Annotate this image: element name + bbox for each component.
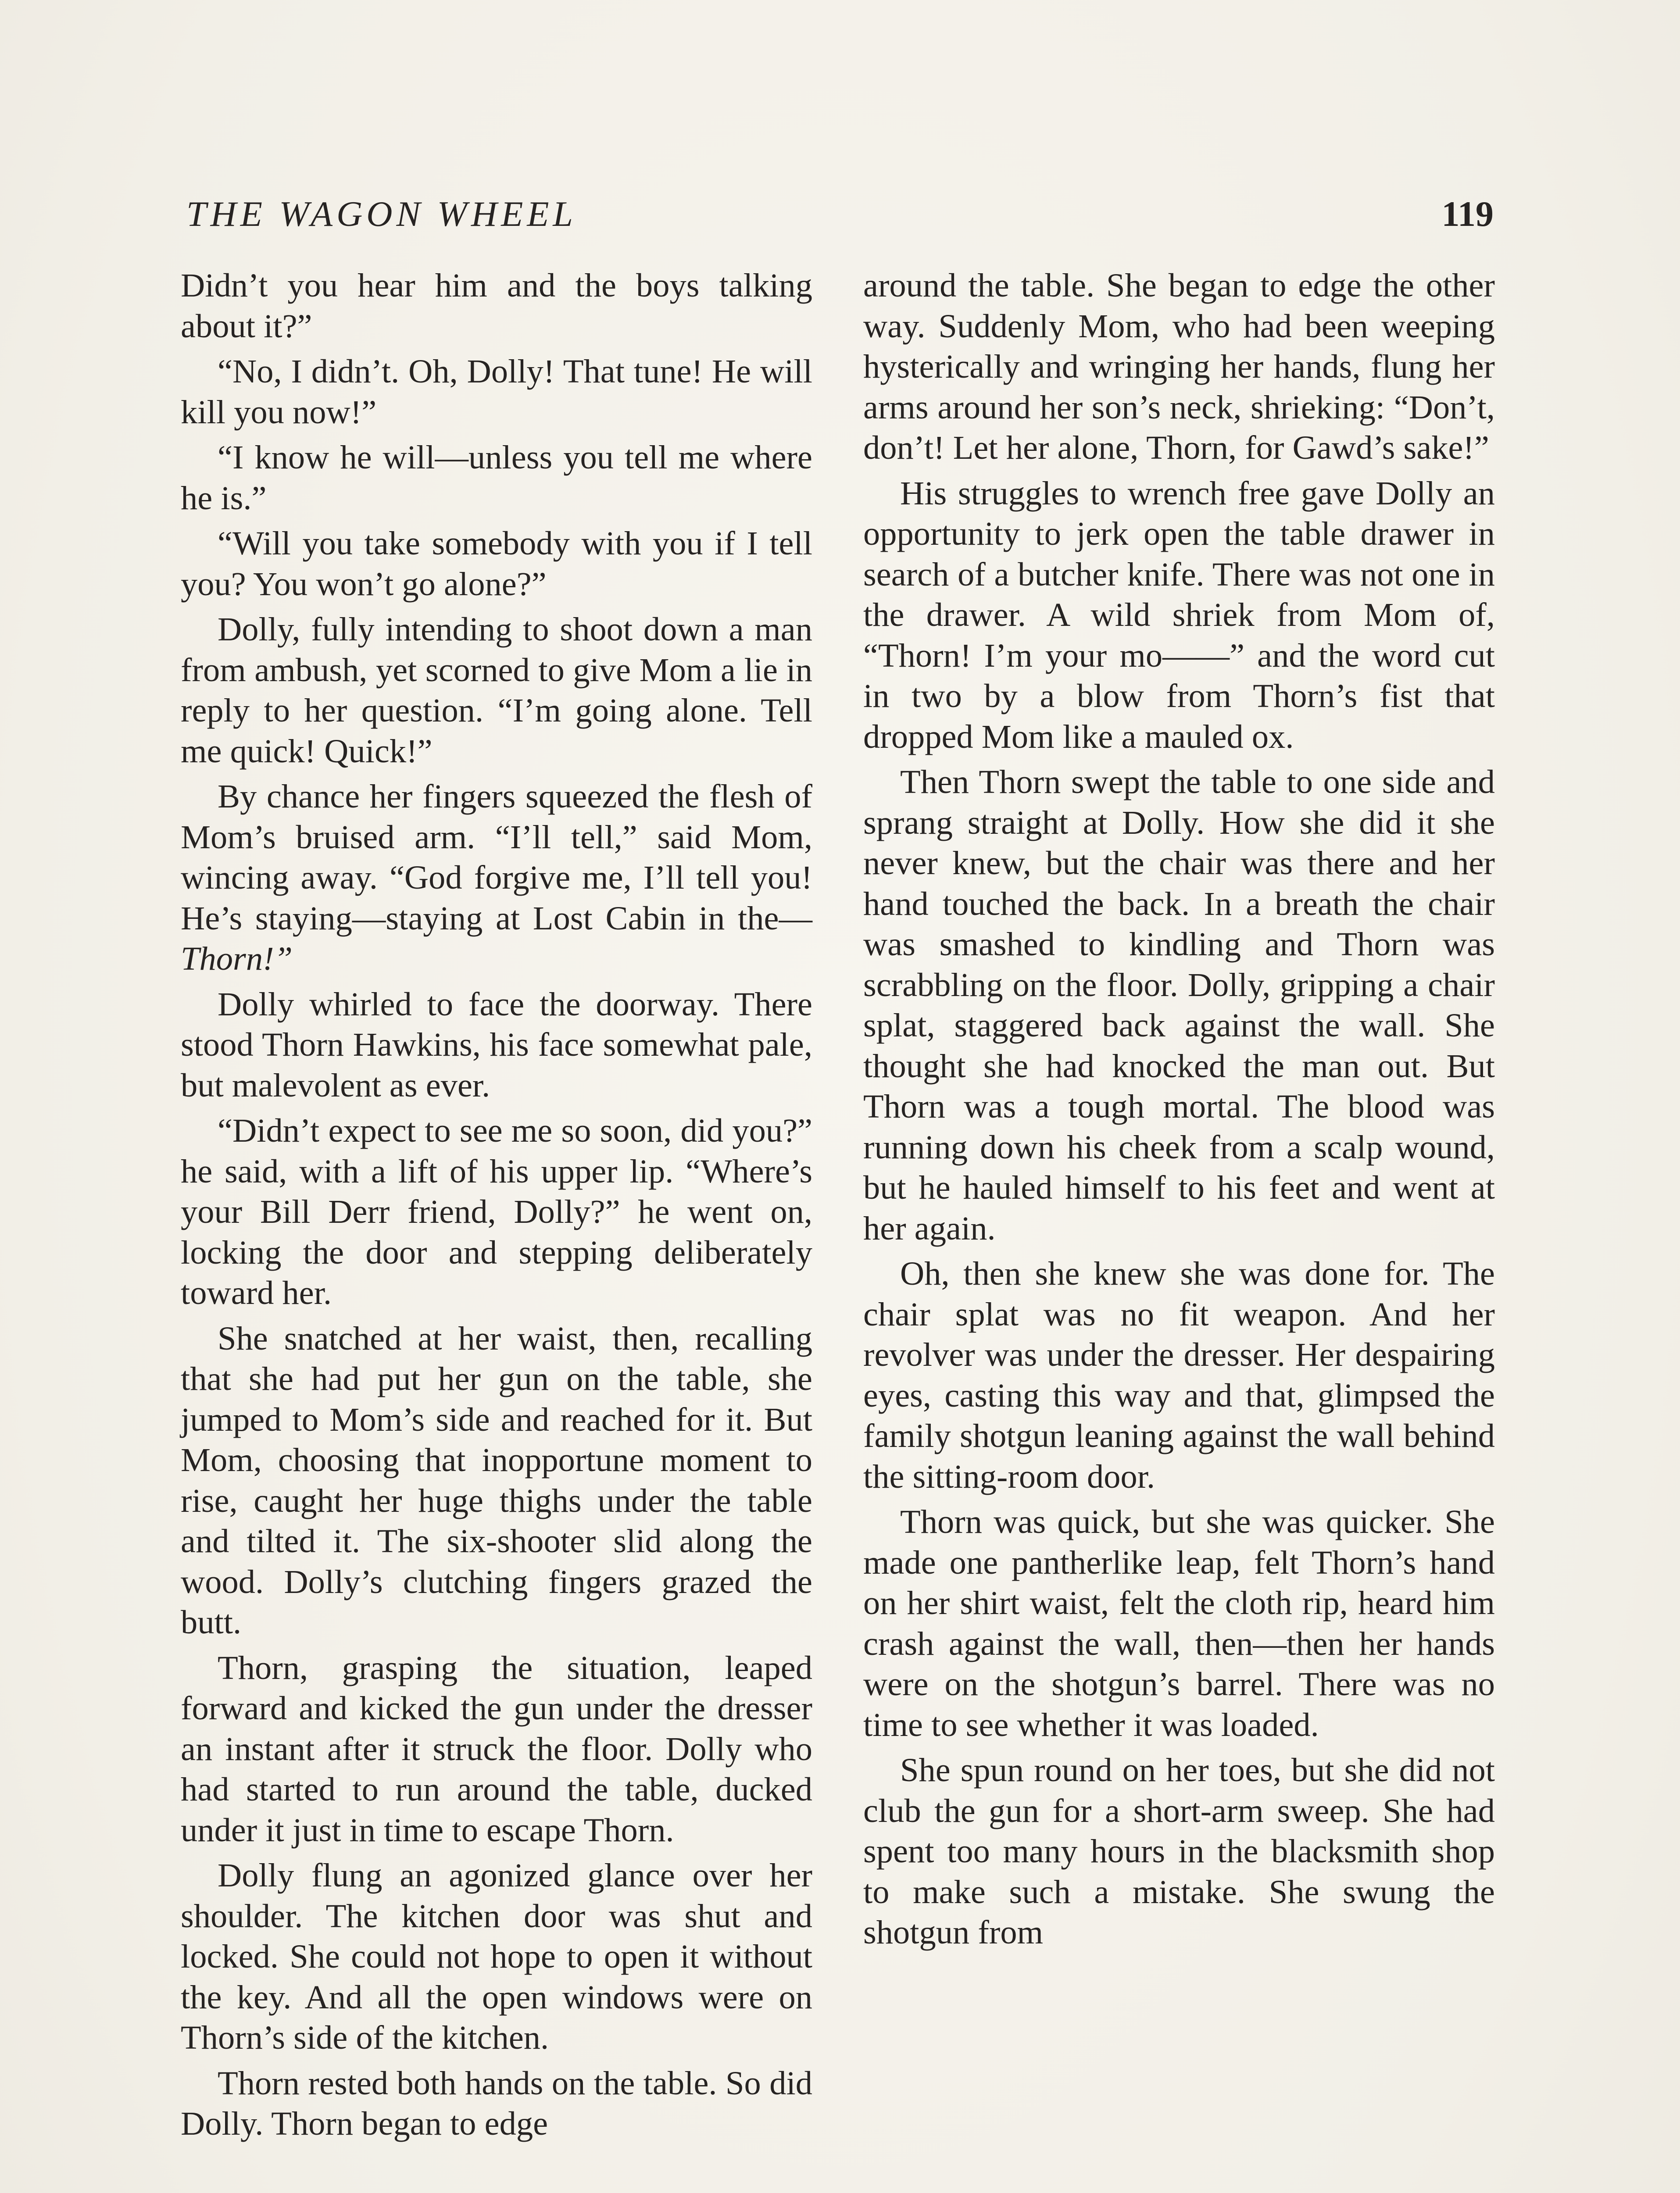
paragraph: around the table. She began to edge the other way. Suddenly Mom, who had been weeping hysterically and wringing her hands, flung her arms around her son’s neck, shrieking: “Don’t, don’t! Let her alone, Thorn, for Gawd’s sake!” xyxy=(863,267,1495,466)
left-column xyxy=(181,265,812,2149)
paragraph-with-italic xyxy=(181,776,812,979)
paragraph: Thorn was quick, but she was quicker. She made one pantherlike leap, felt Thorn’s hand on her shirt waist, felt the cloth rip, heard him crash against the wall, then—then her hands were on the shotgun’s barrel. There was no time to see whether it was loaded. xyxy=(863,1503,1495,1743)
paragraph: “No, I didn’t. Oh, Dolly! That tune! He will kill you now!” xyxy=(181,353,812,431)
paragraph: Thorn, grasping the situation, leaped forward and kicked the gun under the dresser an instant after it struck the floor. Dolly who had started to run around the table, ducked under it just in time to escape Thorn. xyxy=(181,1649,812,1849)
paragraph: Didn’t you hear him and the boys talking about it?” xyxy=(181,267,812,345)
paragraph: “Didn’t expect to see me so soon, did you?” he said, with a lift of his upper lip. “Where’s your Bill Derr friend, Dolly?” he went on, locking the door and stepping deliberately toward her. xyxy=(181,1112,812,1311)
paragraph: Dolly whirled to face the doorway. There stood Thorn Hawkins, his face somewhat pale, but malevolent as ever. xyxy=(181,985,812,1104)
right-column xyxy=(863,265,1495,1958)
page-number: 119 xyxy=(1441,194,1494,234)
paragraph: Dolly flung an agonized glance over her shoulder. The kitchen door was shut and locked. She could not hope to open it without the key. And all the open windows were on Thorn’s side of the kitchen. xyxy=(181,1857,812,2056)
paragraph: His struggles to wrench free gave Dolly an opportunity to jerk open the table drawer in search of a butcher knife. There was not one in the drawer. A wild shriek from Mom of, “Thorn! I’m your mo——” and the word cut in two by a blow from Thorn’s fist that dropped Mom like a mauled ox. xyxy=(863,474,1495,755)
paragraph: Dolly, fully intending to shoot down a man from ambush, yet scorned to give Mom a lie in reply to her question. “I’m going alone. Tell me quick! Quick!” xyxy=(181,611,812,770)
paragraph: She spun round on her toes, but she did not club the gun for a short-arm sweep. She had spent too many hours in the blacksmith shop to make such a mistake. She swung the shotgun from xyxy=(863,1751,1495,1951)
running-head xyxy=(186,190,1494,238)
running-title: THE WAGON WHEEL xyxy=(186,194,577,234)
paragraph-text: By chance her fingers squeezed the flesh of Mom’s bruised arm. “I’ll tell,” said Mom, wincing away. “God forgive me, I’ll tell you! He’s staying—staying at Lost Cabin in the— xyxy=(181,778,812,937)
paragraph: She snatched at her waist, then, recalling that she had put her gun on the table, she jumped to Mom’s side and reached for it. But Mom, choosing that inopportune moment to rise, caught her huge thighs under the table and tilted it. The six-shooter slid along the wood. Dolly’s clutching fingers grazed the butt. xyxy=(181,1319,812,1641)
paragraph: Oh, then she knew she was done for. The chair splat was no fit weapon. And her revolver was under the dresser. Her despairing eyes, casting this way and that, glimpsed the family shotgun leaning against the wall behind the sitting-room door. xyxy=(863,1255,1495,1495)
paragraph: “I know he will—unless you tell me where he is.” xyxy=(181,439,812,517)
paragraph: “Will you take somebody with you if I tell you? You won’t go alone?” xyxy=(181,525,812,603)
italic-exclamation: Thorn!” xyxy=(181,940,293,977)
paragraph: Thorn rested both hands on the table. So did Dolly. Thorn began to edge xyxy=(181,2064,812,2142)
paragraph: Then Thorn swept the table to one side and sprang straight at Dolly. How she did it she never knew, but the chair was there and her hand touched the back. In a breath the chair was smashed to kindling and Thorn was scrabbling on the floor. Dolly, gripping a chair splat, staggered back against the wall. She thought she had knocked the man out. But Thorn was a tough mortal. The blood was running down his cheek from a scalp wound, but he hauled himself to his feet and went at her again. xyxy=(863,763,1495,1247)
